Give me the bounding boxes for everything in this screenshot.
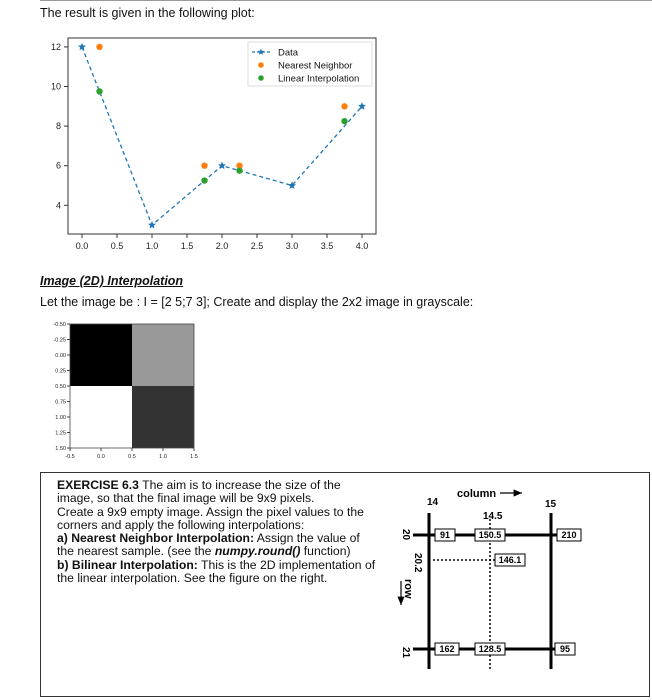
col-label-mid: 14.5 <box>483 511 503 522</box>
image-pixel <box>132 386 194 448</box>
intro-text: The result is given in the following plot: <box>40 6 255 20</box>
image-y-tick-label: 0.25 <box>55 368 66 375</box>
x-tick-label: 3.0 <box>285 241 299 251</box>
image-instruction: Let the image be : I = [2 5;7 3]; Create and display the 2x2 image in grayscale: <box>40 295 474 309</box>
x-tick-label: 0.0 <box>75 241 89 251</box>
bilinear-figure <box>387 479 637 691</box>
page-top-rule <box>40 0 652 1</box>
legend-data-label: Data <box>278 47 299 59</box>
image-pixel <box>70 386 132 448</box>
legend-nearest-neighbor-label: Nearest Neighbor <box>278 60 353 72</box>
y-tick-label: 10 <box>50 81 61 92</box>
image-x-tick-label: -0.5 <box>65 454 75 460</box>
x-tick-label: 1.0 <box>145 241 159 251</box>
linear-interpolation-point <box>201 177 207 183</box>
value-bottom-left: 162 <box>439 644 455 654</box>
image-y-tick-label: -0.25 <box>53 337 66 344</box>
y-tick-label: 12 <box>50 41 61 52</box>
image-pixel <box>70 324 132 386</box>
option-b-label: b) Bilinear Interpolation: <box>57 557 198 572</box>
row-label: row <box>402 579 414 599</box>
y-tick-label: 4 <box>55 200 61 211</box>
legend-linear-interpolation-marker <box>258 75 264 81</box>
x-tick-label: 4.0 <box>355 241 369 251</box>
row-label-bottom: 21 <box>400 647 411 659</box>
legend-nearest-neighbor-marker <box>258 62 264 68</box>
image-x-tick-label: 1.0 <box>159 454 167 460</box>
image-x-tick-label: 1.5 <box>190 454 198 460</box>
image-y-tick-label: 1.00 <box>55 415 66 421</box>
linear-interpolation-point <box>341 118 347 124</box>
option-a-end: function) <box>303 544 351 559</box>
value-top-mid: 150.5 <box>478 530 502 540</box>
image-y-tick-label: 1.25 <box>55 430 66 437</box>
image-y-tick-label: 0.75 <box>55 399 66 406</box>
option-a-label: a) Nearest Neighbor Interpolation: <box>57 531 255 546</box>
y-tick-label: 8 <box>55 121 61 132</box>
exercise-step: Create a 9x9 empty image. Assign the pixel values to the corners and apply the following interpolations: <box>57 504 364 532</box>
row-label-mid: 20.2 <box>412 553 423 573</box>
exercise-text <box>57 479 379 585</box>
linear-interpolation-point <box>236 167 242 173</box>
image-y-tick-label: 1.50 <box>55 446 66 452</box>
value-bottom-right: 95 <box>559 644 571 654</box>
value-top-left: 91 <box>439 530 451 540</box>
value-top-right: 210 <box>561 530 577 540</box>
nearest-neighbor-point <box>96 44 102 50</box>
nearest-neighbor-point <box>201 162 207 168</box>
x-tick-label: 2.0 <box>215 241 229 251</box>
option-a-text: Assign the value of the nearest sample. (see the <box>57 531 360 559</box>
linear-interpolation-point <box>96 88 102 94</box>
x-tick-label: 1.5 <box>180 241 194 251</box>
row-label-top: 20 <box>400 529 411 541</box>
x-tick-label: 3.5 <box>320 241 334 251</box>
image-x-tick-label: 0.0 <box>97 454 105 460</box>
option-b-text: This is the 2D implementation of the linear interpolation. See the figure on the right. <box>57 557 376 586</box>
image-x-tick-label: 0.5 <box>128 454 136 460</box>
exercise-intro: The aim is to increase the size of the image, so that the final image will be 9x9 pixels. <box>57 478 341 506</box>
exercise-title: EXERCISE 6.3 <box>57 478 139 492</box>
image-y-tick-label: -0.50 <box>53 322 66 328</box>
image-y-tick-label: 0.00 <box>55 353 66 359</box>
image-y-tick-label: 0.50 <box>55 384 66 390</box>
image-pixel <box>132 324 194 386</box>
y-tick-label: 6 <box>55 160 61 171</box>
section-title: Image (2D) Interpolation <box>40 274 184 288</box>
col-label-left: 14 <box>427 497 439 508</box>
legend-linear-interpolation-label: Linear Interpolation <box>278 73 360 85</box>
value-center: 146.1 <box>498 555 522 565</box>
x-tick-label: 0.5 <box>110 241 124 251</box>
exercise-box <box>40 472 650 697</box>
col-label-right: 15 <box>545 499 557 510</box>
column-label: column <box>457 488 497 500</box>
x-tick-label: 2.5 <box>250 241 264 251</box>
numpy-round-function: numpy.round() <box>214 544 301 559</box>
nearest-neighbor-point <box>341 103 347 109</box>
value-bottom-mid: 128.5 <box>478 644 502 654</box>
grayscale-image-plot <box>40 318 210 464</box>
interpolation-chart <box>30 30 380 260</box>
